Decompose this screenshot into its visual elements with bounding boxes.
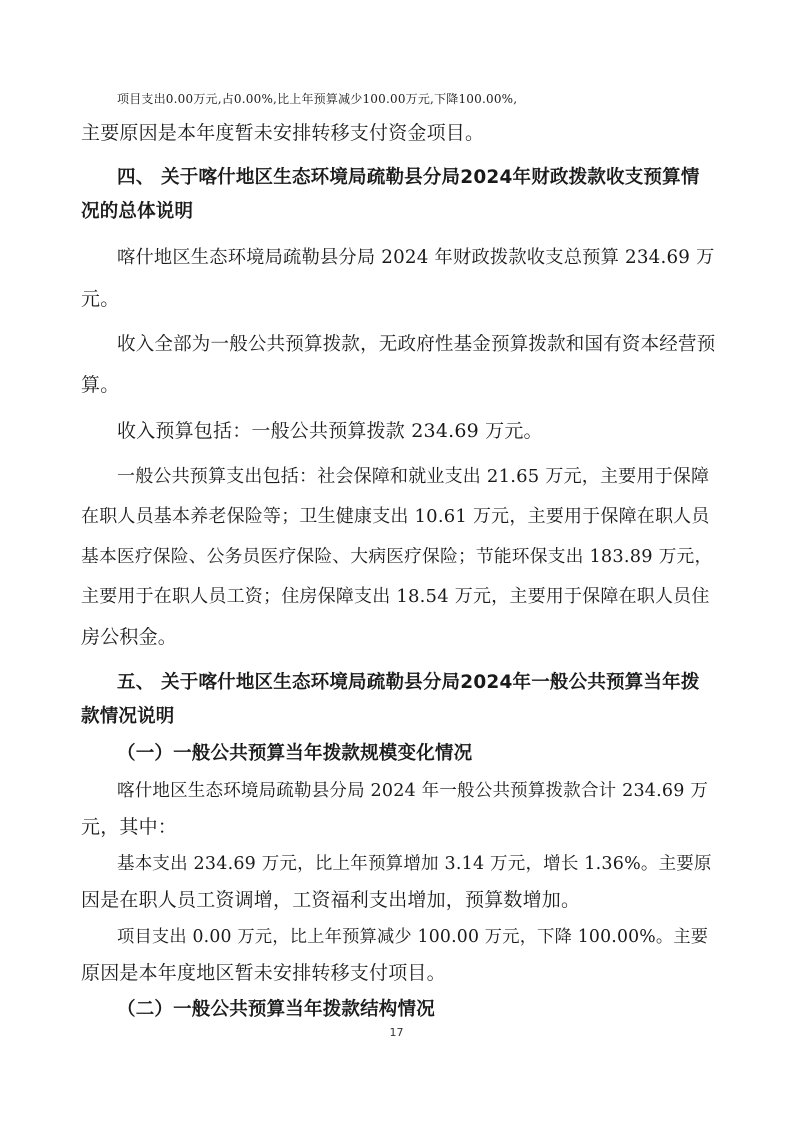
subsection-heading-1: （一）一般公共预算当年拨款规模变化情况 bbox=[117, 743, 473, 764]
section-heading-5-cont: 款情况说明 bbox=[81, 706, 175, 727]
paragraph-line: 喀什地区生态环境局疏勒县分局 2024 年一般公共预算拨款合计 234.69 万 bbox=[117, 781, 709, 801]
paragraph-line: 算。 bbox=[81, 374, 120, 396]
page-number: 17 bbox=[389, 1026, 404, 1039]
paragraph-line: 项目支出0.00万元,占0.00%,比上年预算减少100.00万元,下降100.00%, bbox=[117, 92, 518, 106]
paragraph-line: 在职人员基本养老保险等；卫生健康支出 10.61 万元，主要用于保障在职人员 bbox=[81, 506, 710, 527]
paragraph-line: 基本医疗保险、公务员医疗保险、大病医疗保险；节能环保支出 183.89 万元， bbox=[81, 547, 713, 567]
paragraph-line: 主要原因是本年度暂未安排转移支付资金项目。 bbox=[81, 122, 485, 144]
paragraph-line: 收入全部为一般公共预算拨款，无政府性基金预算拨款和国有资本经营预 bbox=[117, 334, 716, 355]
subsection-heading-2: （二）一般公共预算当年拨款结构情况 bbox=[117, 999, 435, 1020]
paragraph-line: 主要用于在职人员工资；住房保障支出 18.54 万元，主要用于保障在职人员住 bbox=[81, 586, 710, 607]
paragraph-line: 基本支出 234.69 万元，比上年预算增加 3.14 万元，增长 1.36%。主要原 bbox=[117, 854, 712, 874]
paragraph-line: 收入预算包括：一般公共预算拨款 234.69 万元。 bbox=[117, 420, 543, 442]
paragraph-line: 房公积金。 bbox=[81, 626, 178, 648]
paragraph-line: 喀什地区生态环境局疏勒县分局 2024 年财政拨款收支总预算 234.69 万 bbox=[117, 247, 715, 268]
paragraph-line: 项目支出 0.00 万元，比上年预算减少 100.00 万元，下降 100.00%。主要 bbox=[117, 927, 709, 947]
paragraph-line: 一般公共预算支出包括：社会保障和就业支出 21.65 万元，主要用于保障 bbox=[117, 466, 710, 487]
section-heading-4: 四、 关于喀什地区生态环境局疏勒县分局2024年财政拨款收支预算情 bbox=[117, 167, 700, 188]
section-heading-4-cont: 况的总体说明 bbox=[81, 201, 194, 222]
paragraph-line: 因是在职人员工资调增，工资福利支出增加，预算数增加。 bbox=[81, 889, 581, 911]
paragraph-line: 原因是本年度地区暂未安排转移支付项目。 bbox=[81, 962, 446, 984]
section-heading-5: 五、 关于喀什地区生态环境局疏勒县分局2024年一般公共预算当年拨 bbox=[117, 672, 700, 693]
paragraph-line: 元，其中： bbox=[81, 816, 178, 838]
paragraph-line: 元。 bbox=[81, 288, 120, 310]
